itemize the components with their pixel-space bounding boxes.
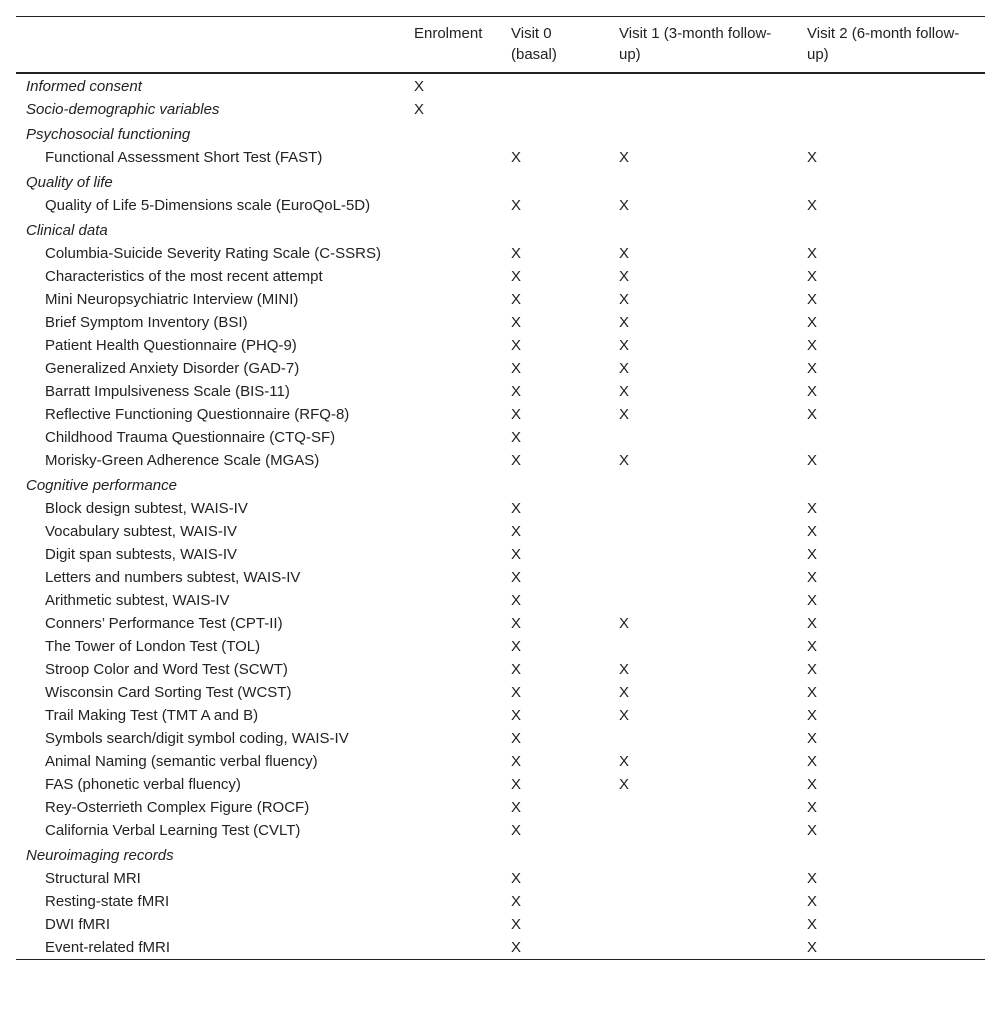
cell-enrolment (404, 169, 501, 194)
table-row (16, 426, 985, 449)
cell-visit-2: X (807, 452, 818, 469)
cell-visit-1 (609, 73, 797, 98)
cell-visit-0: X (511, 337, 522, 354)
cell-visit-0: X (511, 661, 522, 678)
cell-visit-1: X (619, 753, 630, 770)
table-row (16, 357, 985, 380)
cell-visit-2: X (807, 569, 818, 586)
cell-visit-1: X (619, 149, 630, 166)
cell-visit-2 (797, 842, 985, 867)
cell-enrolment (404, 543, 501, 566)
cell-visit-1 (609, 867, 797, 890)
cell-visit-2: X (807, 337, 818, 354)
cell-visit-1 (609, 635, 797, 658)
cell-visit-0: X (511, 916, 522, 933)
cell-visit-2 (797, 73, 985, 98)
cell-visit-2: X (807, 638, 818, 655)
cell-visit-1 (609, 169, 797, 194)
cell-visit-1: X (619, 291, 630, 308)
row-label: Columbia-Suicide Severity Rating Scale (C-SSRS) (45, 245, 381, 262)
row-label: Informed consent (26, 78, 142, 95)
cell-visit-2: X (807, 406, 818, 423)
cell-visit-1: X (619, 406, 630, 423)
cell-visit-1 (609, 819, 797, 842)
table-row-category (16, 472, 985, 497)
cell-visit-0: X (511, 753, 522, 770)
cell-enrolment (404, 121, 501, 146)
row-label: Functional Assessment Short Test (FAST) (45, 149, 323, 166)
cell-visit-2: X (807, 661, 818, 678)
row-label: Vocabulary subtest, WAIS-IV (45, 523, 238, 540)
cell-enrolment (404, 658, 501, 681)
row-label: Resting-state fMRI (45, 893, 170, 910)
cell-visit-2: X (807, 893, 818, 910)
row-label: Event-related fMRI (45, 939, 171, 956)
cell-visit-2: X (807, 245, 818, 262)
table-row (16, 819, 985, 842)
cell-enrolment (404, 288, 501, 311)
row-label: Digit span subtests, WAIS-IV (45, 546, 238, 563)
row-label: Stroop Color and Word Test (SCWT) (45, 661, 288, 678)
table-row (16, 658, 985, 681)
cell-visit-0: X (511, 291, 522, 308)
row-label: Childhood Trauma Questionnaire (CTQ-SF) (45, 429, 336, 446)
cell-visit-1 (609, 890, 797, 913)
cell-visit-2: X (807, 707, 818, 724)
cell-enrolment (404, 566, 501, 589)
table-row (16, 543, 985, 566)
cell-visit-0 (501, 73, 609, 98)
table-header (16, 17, 985, 74)
cell-visit-0: X (511, 684, 522, 701)
cell-visit-1: X (619, 615, 630, 632)
table-row-category (16, 121, 985, 146)
cell-enrolment (404, 727, 501, 750)
cell-visit-0 (501, 98, 609, 121)
cell-visit-1 (609, 472, 797, 497)
cell-visit-1: X (619, 707, 630, 724)
header-cell-enrolment: Enrolment (414, 25, 483, 42)
table-row (16, 681, 985, 704)
row-label: Letters and numbers subtest, WAIS-IV (45, 569, 301, 586)
cell-visit-2: X (807, 291, 818, 308)
row-label: DWI fMRI (45, 916, 110, 933)
row-label: Symbols search/digit symbol coding, WAIS-IV (45, 730, 349, 747)
cell-visit-1 (609, 842, 797, 867)
cell-enrolment (404, 426, 501, 449)
cell-visit-0: X (511, 939, 522, 956)
cell-visit-1 (609, 121, 797, 146)
row-label: Animal Naming (semantic verbal fluency) (45, 753, 318, 770)
cell-visit-1: X (619, 383, 630, 400)
cell-enrolment (404, 334, 501, 357)
cell-visit-2: X (807, 383, 818, 400)
table-row (16, 727, 985, 750)
cell-enrolment (404, 217, 501, 242)
cell-visit-2: X (807, 149, 818, 166)
cell-enrolment (404, 265, 501, 288)
cell-visit-0: X (511, 615, 522, 632)
table-row (16, 403, 985, 426)
cell-enrolment: X (414, 101, 425, 118)
table-row (16, 704, 985, 727)
table-row (16, 334, 985, 357)
cell-enrolment (404, 380, 501, 403)
cell-visit-2: X (807, 615, 818, 632)
cell-visit-0: X (511, 383, 522, 400)
row-label: Psychosocial functioning (26, 126, 191, 143)
cell-visit-0: X (511, 314, 522, 331)
study-schedule-table (16, 16, 985, 960)
cell-visit-1 (609, 497, 797, 520)
table-row-category (16, 98, 985, 121)
cell-visit-1 (609, 589, 797, 612)
cell-visit-0: X (511, 268, 522, 285)
cell-visit-0: X (511, 638, 522, 655)
cell-visit-1: X (619, 360, 630, 377)
row-label: FAS (phonetic verbal fluency) (45, 776, 241, 793)
cell-visit-0: X (511, 799, 522, 816)
table-row (16, 311, 985, 334)
cell-visit-0 (501, 121, 609, 146)
cell-visit-2: X (807, 939, 818, 956)
row-label: California Verbal Learning Test (CVLT) (45, 822, 301, 839)
table-row (16, 520, 985, 543)
cell-visit-2: X (807, 684, 818, 701)
row-label: Arithmetic subtest, WAIS-IV (45, 592, 230, 609)
cell-enrolment (404, 146, 501, 169)
table-row (16, 566, 985, 589)
row-label: Trail Making Test (TMT A and B) (45, 707, 259, 724)
cell-visit-1 (609, 98, 797, 121)
cell-enrolment (404, 773, 501, 796)
header-cell-visit-2: Visit 2 (6-month follow-up) (807, 25, 960, 63)
row-label: Morisky-Green Adherence Scale (MGAS) (45, 452, 320, 469)
table-row (16, 796, 985, 819)
cell-enrolment (404, 472, 501, 497)
table-row (16, 497, 985, 520)
cell-visit-0: X (511, 500, 522, 517)
row-label: Brief Symptom Inventory (BSI) (45, 314, 248, 331)
cell-visit-2: X (807, 870, 818, 887)
cell-visit-0: X (511, 822, 522, 839)
cell-visit-0: X (511, 546, 522, 563)
cell-visit-2: X (807, 360, 818, 377)
row-label: Rey-Osterrieth Complex Figure (ROCF) (45, 799, 310, 816)
cell-visit-2: X (807, 776, 818, 793)
row-label: Block design subtest, WAIS-IV (45, 500, 248, 517)
cell-visit-0: X (511, 245, 522, 262)
row-label: Socio-demographic variables (26, 101, 220, 118)
cell-visit-1: X (619, 776, 630, 793)
cell-visit-1: X (619, 452, 630, 469)
cell-visit-0: X (511, 360, 522, 377)
cell-enrolment (404, 913, 501, 936)
cell-visit-1 (609, 217, 797, 242)
cell-visit-2 (797, 98, 985, 121)
row-label: Structural MRI (45, 870, 141, 887)
cell-enrolment (404, 796, 501, 819)
cell-visit-2: X (807, 799, 818, 816)
table-row-category (16, 169, 985, 194)
table-row (16, 265, 985, 288)
cell-visit-2 (797, 217, 985, 242)
row-label: Mini Neuropsychiatric Interview (MINI) (45, 291, 299, 308)
table-row (16, 867, 985, 890)
row-label: Reflective Functioning Questionnaire (RFQ-8) (45, 406, 350, 423)
row-label: The Tower of London Test (TOL) (45, 638, 261, 655)
cell-visit-0: X (511, 523, 522, 540)
cell-visit-0 (501, 842, 609, 867)
cell-visit-0: X (511, 776, 522, 793)
cell-enrolment (404, 635, 501, 658)
row-label: Patient Health Questionnaire (PHQ-9) (45, 337, 297, 354)
cell-visit-0: X (511, 429, 522, 446)
cell-visit-0: X (511, 406, 522, 423)
cell-visit-2: X (807, 314, 818, 331)
header-cell-visit-1: Visit 1 (3-month follow-up) (619, 25, 772, 63)
cell-visit-0: X (511, 870, 522, 887)
cell-visit-1: X (619, 245, 630, 262)
cell-enrolment (404, 311, 501, 334)
table-row (16, 380, 985, 403)
table-body (16, 73, 985, 960)
cell-enrolment (404, 520, 501, 543)
table-row (16, 936, 985, 960)
cell-visit-2: X (807, 822, 818, 839)
cell-visit-0 (501, 217, 609, 242)
cell-visit-1: X (619, 314, 630, 331)
table-row (16, 635, 985, 658)
row-label: Clinical data (26, 222, 108, 239)
header-row (16, 17, 985, 74)
row-label: Conners’ Performance Test (CPT-II) (45, 615, 283, 632)
cell-visit-2: X (807, 753, 818, 770)
cell-enrolment (404, 890, 501, 913)
table-row (16, 146, 985, 169)
cell-visit-2 (797, 121, 985, 146)
cell-visit-0 (501, 169, 609, 194)
table-row (16, 589, 985, 612)
cell-visit-2: X (807, 730, 818, 747)
cell-visit-2: X (807, 197, 818, 214)
cell-enrolment (404, 497, 501, 520)
cell-enrolment (404, 589, 501, 612)
cell-visit-2: X (807, 523, 818, 540)
cell-visit-2: X (807, 500, 818, 517)
row-label: Cognitive performance (26, 477, 177, 494)
cell-visit-2 (797, 169, 985, 194)
cell-visit-2: X (807, 268, 818, 285)
cell-visit-1 (609, 566, 797, 589)
cell-visit-1 (609, 727, 797, 750)
table-row (16, 890, 985, 913)
cell-visit-1: X (619, 268, 630, 285)
cell-visit-0: X (511, 452, 522, 469)
table-row (16, 773, 985, 796)
cell-enrolment (404, 681, 501, 704)
study-schedule-table-container (16, 16, 985, 960)
cell-enrolment (404, 750, 501, 773)
cell-enrolment (404, 612, 501, 635)
row-label: Quality of life (26, 174, 113, 191)
cell-visit-1 (609, 913, 797, 936)
cell-visit-2: X (807, 592, 818, 609)
table-row (16, 449, 985, 472)
cell-visit-0: X (511, 893, 522, 910)
cell-visit-1 (609, 796, 797, 819)
row-label: Quality of Life 5-Dimensions scale (EuroQoL-5D) (45, 197, 371, 214)
cell-enrolment (404, 704, 501, 727)
cell-visit-1 (609, 426, 797, 449)
table-row (16, 913, 985, 936)
cell-enrolment (404, 936, 501, 960)
header-cell-label (16, 17, 404, 74)
cell-visit-2 (797, 426, 985, 449)
cell-enrolment (404, 403, 501, 426)
cell-enrolment (404, 842, 501, 867)
table-row-category (16, 842, 985, 867)
cell-visit-1 (609, 520, 797, 543)
cell-visit-0: X (511, 592, 522, 609)
cell-visit-1: X (619, 337, 630, 354)
row-label: Generalized Anxiety Disorder (GAD-7) (45, 360, 300, 377)
header-cell-visit-0: Visit 0 (basal) (511, 25, 557, 63)
cell-visit-1: X (619, 197, 630, 214)
row-label: Wisconsin Card Sorting Test (WCST) (45, 684, 292, 701)
cell-enrolment (404, 194, 501, 217)
row-label: Neuroimaging records (26, 847, 174, 864)
cell-visit-1 (609, 543, 797, 566)
cell-visit-1: X (619, 661, 630, 678)
row-label: Barratt Impulsiveness Scale (BIS-11) (45, 383, 290, 400)
cell-visit-2: X (807, 546, 818, 563)
cell-visit-0 (501, 472, 609, 497)
table-row (16, 194, 985, 217)
table-row (16, 612, 985, 635)
cell-visit-2 (797, 472, 985, 497)
cell-enrolment (404, 242, 501, 265)
cell-visit-1 (609, 936, 797, 960)
table-row (16, 242, 985, 265)
cell-enrolment: X (414, 78, 425, 95)
cell-visit-0: X (511, 707, 522, 724)
cell-visit-0: X (511, 730, 522, 747)
cell-visit-0: X (511, 149, 522, 166)
cell-enrolment (404, 449, 501, 472)
table-row (16, 750, 985, 773)
cell-visit-1: X (619, 684, 630, 701)
row-label: Characteristics of the most recent attempt (45, 268, 323, 285)
cell-enrolment (404, 357, 501, 380)
cell-visit-0: X (511, 569, 522, 586)
cell-enrolment (404, 867, 501, 890)
cell-visit-0: X (511, 197, 522, 214)
table-row (16, 288, 985, 311)
cell-visit-2: X (807, 916, 818, 933)
cell-enrolment (404, 819, 501, 842)
table-row-category (16, 217, 985, 242)
table-row-category (16, 73, 985, 98)
